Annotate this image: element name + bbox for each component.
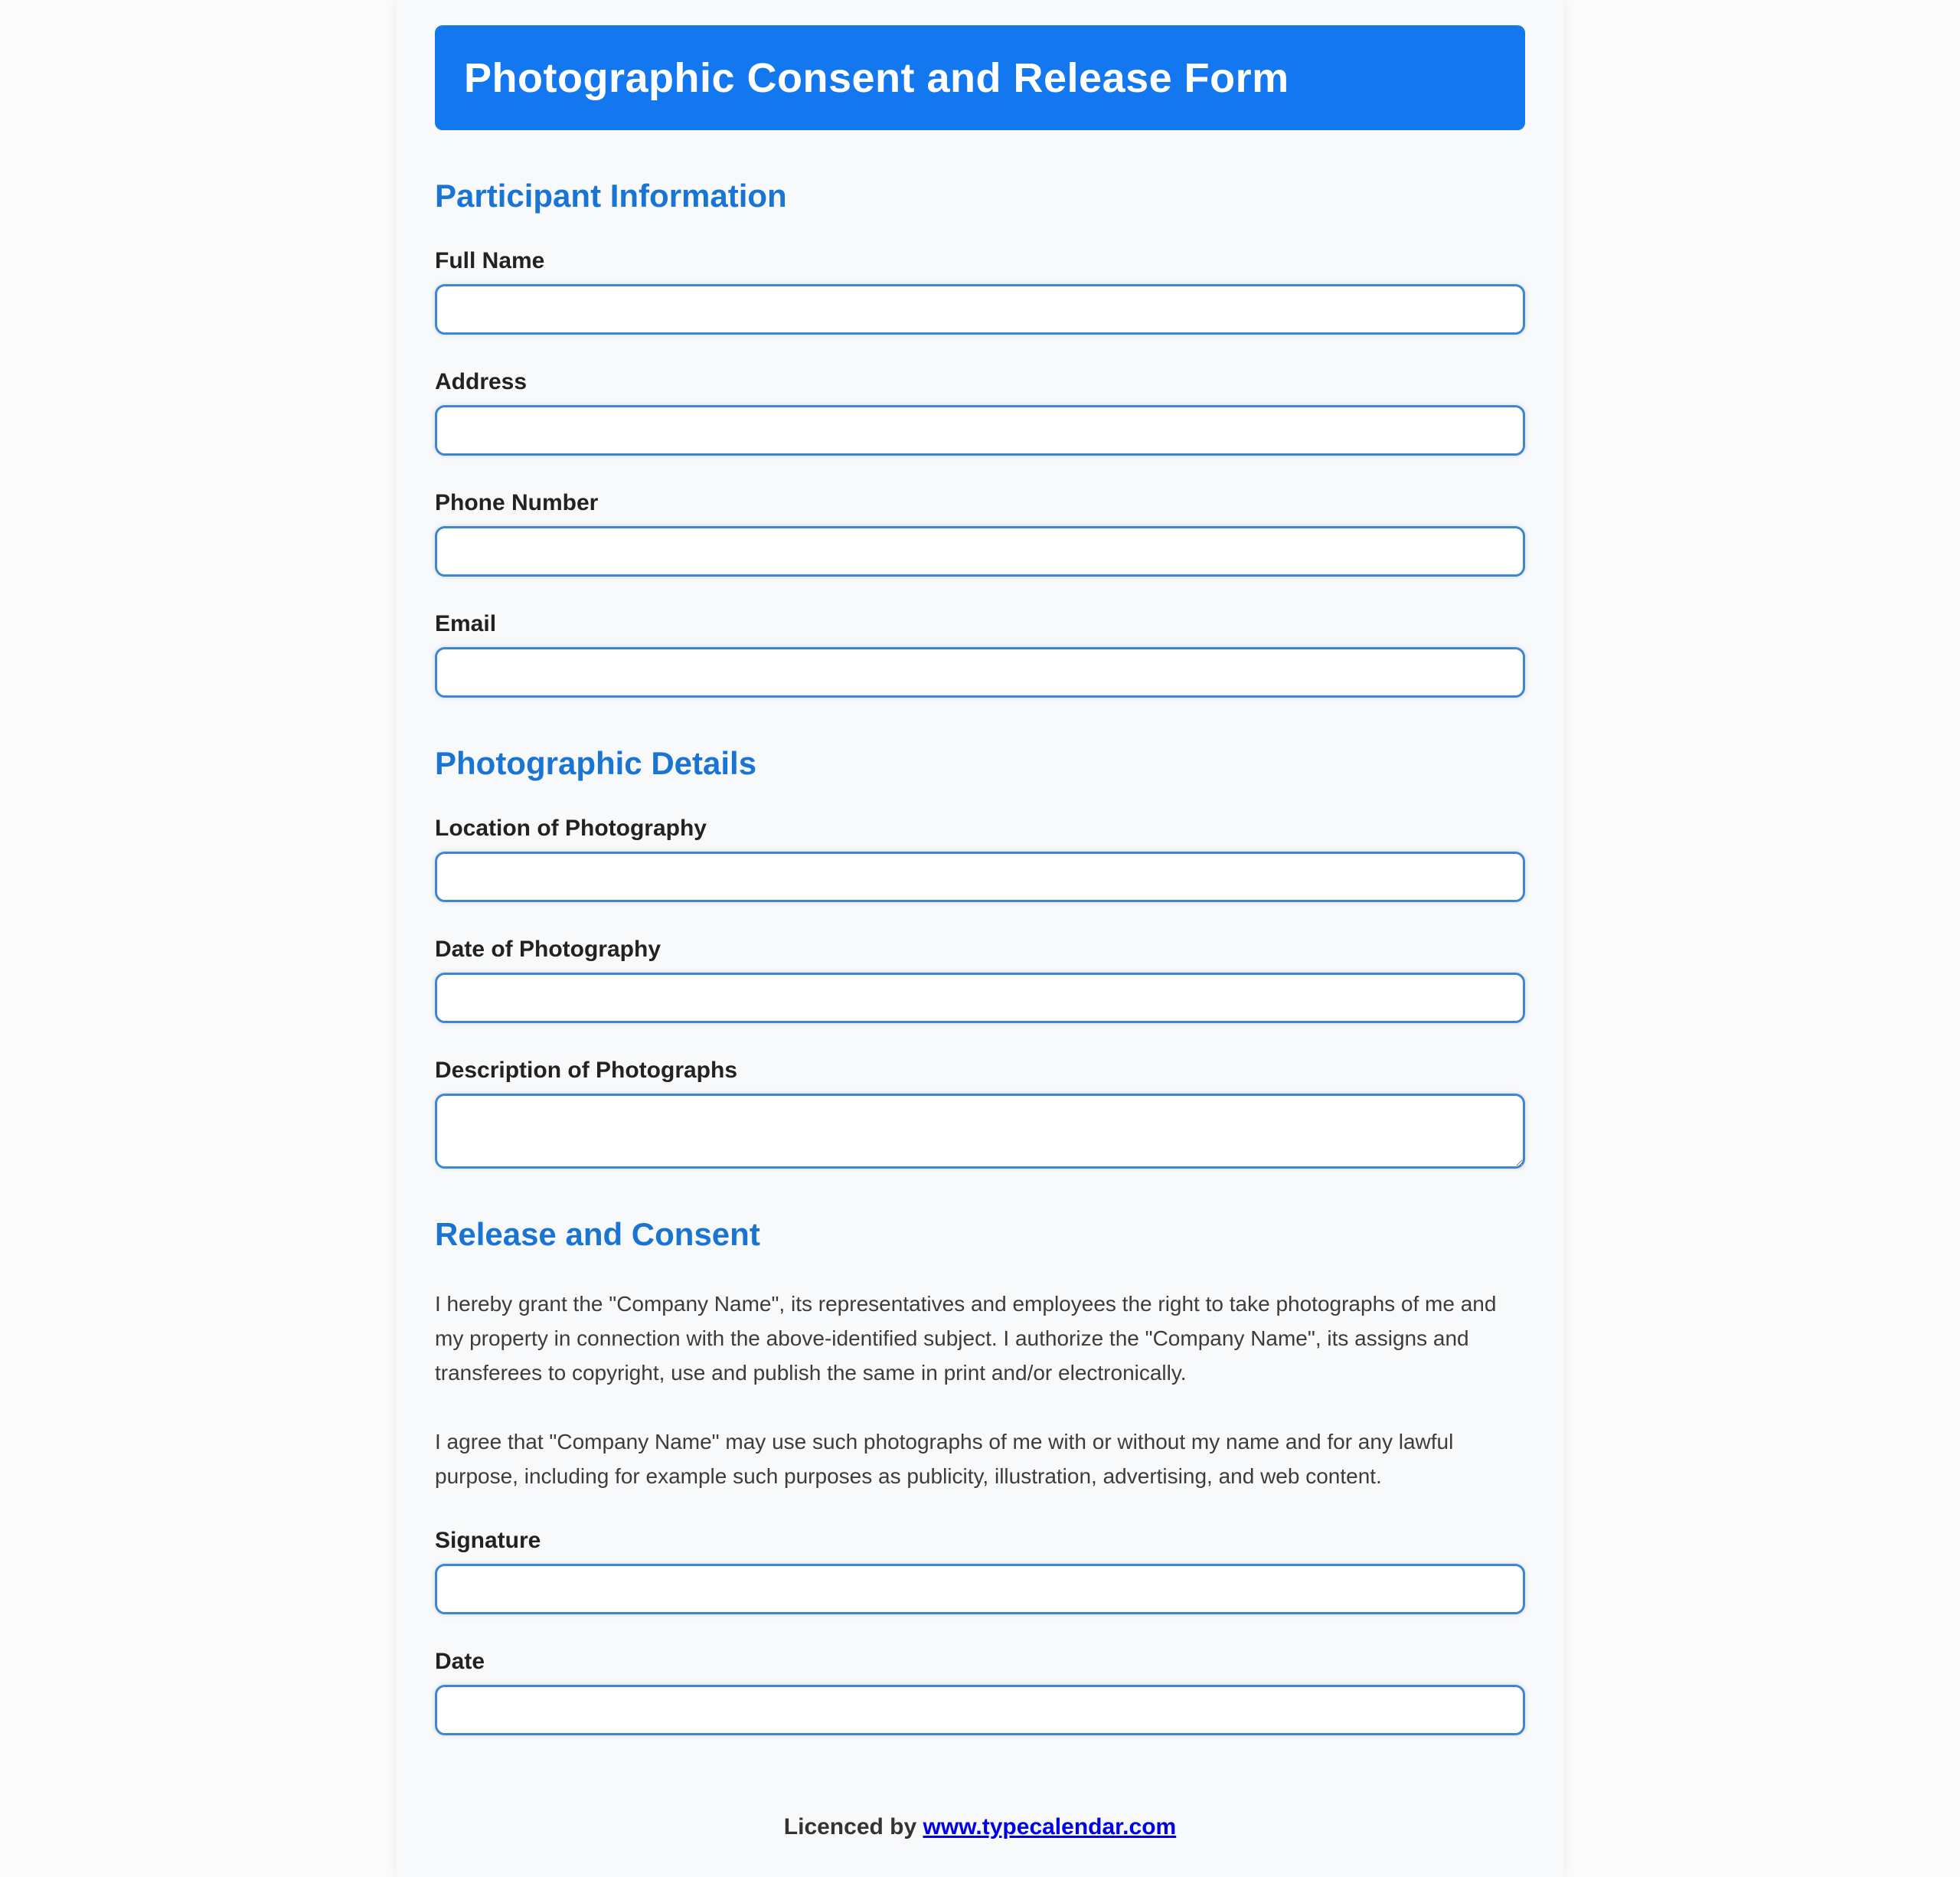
license-prefix-text: Licenced by [783, 1814, 917, 1839]
phone-number-label: Phone Number [435, 490, 599, 515]
date-of-photography-label: Date of Photography [435, 937, 662, 962]
form-page [396, 0, 1564, 1877]
field-group-description-of-photographs [435, 1058, 1525, 1169]
description-of-photographs-label: Description of Photographs [435, 1058, 738, 1083]
location-of-photography-input[interactable] [435, 852, 1525, 902]
field-group-date-of-photography [435, 937, 1525, 1023]
date-input[interactable] [435, 1685, 1525, 1735]
section-heading-release-and-consent: Release and Consent [435, 1216, 760, 1252]
location-of-photography-label: Location of Photography [435, 816, 707, 841]
signature-input[interactable] [435, 1564, 1525, 1614]
section-heading-photographic-details: Photographic Details [435, 745, 757, 781]
field-group-location-of-photography [435, 816, 1525, 902]
address-label: Address [435, 369, 528, 394]
description-of-photographs-textarea[interactable] [435, 1094, 1525, 1169]
date-of-photography-input[interactable] [435, 973, 1525, 1023]
date-label: Date [435, 1649, 485, 1674]
full-name-input[interactable] [435, 284, 1525, 335]
email-label: Email [435, 611, 497, 636]
field-group-email [435, 611, 1525, 698]
release-paragraph-grant: I hereby grant the "Company Name", its representatives and employees the right to take photographs of me and my property in connection with the above-identified subject. I authorize the "Company Name", its assigns and transferees to copyright, use and publish the same in print and/or electronically. [435, 1292, 1497, 1385]
license-footer [435, 1770, 1525, 1877]
form-title: Photographic Consent and Release Form [464, 54, 1289, 101]
section-heading-participant-information: Participant Information [435, 178, 787, 214]
field-group-signature [435, 1528, 1525, 1614]
email-input[interactable] [435, 647, 1525, 698]
field-group-phone-number [435, 490, 1525, 577]
full-name-label: Full Name [435, 248, 545, 273]
release-paragraph-agree: I agree that "Company Name" may use such photographs of me with or without my name and for any lawful purpose, including for example such purposes as publicity, illustration, advertising, and web content. [435, 1430, 1454, 1488]
typecalendar-link[interactable]: www.typecalendar.com [923, 1814, 1177, 1839]
form-title-banner [435, 25, 1525, 130]
field-group-address [435, 369, 1525, 456]
field-group-full-name [435, 248, 1525, 335]
release-consent-text [435, 1287, 1525, 1493]
address-input[interactable] [435, 405, 1525, 456]
field-group-date [435, 1649, 1525, 1735]
signature-label: Signature [435, 1528, 541, 1553]
phone-number-input[interactable] [435, 526, 1525, 577]
